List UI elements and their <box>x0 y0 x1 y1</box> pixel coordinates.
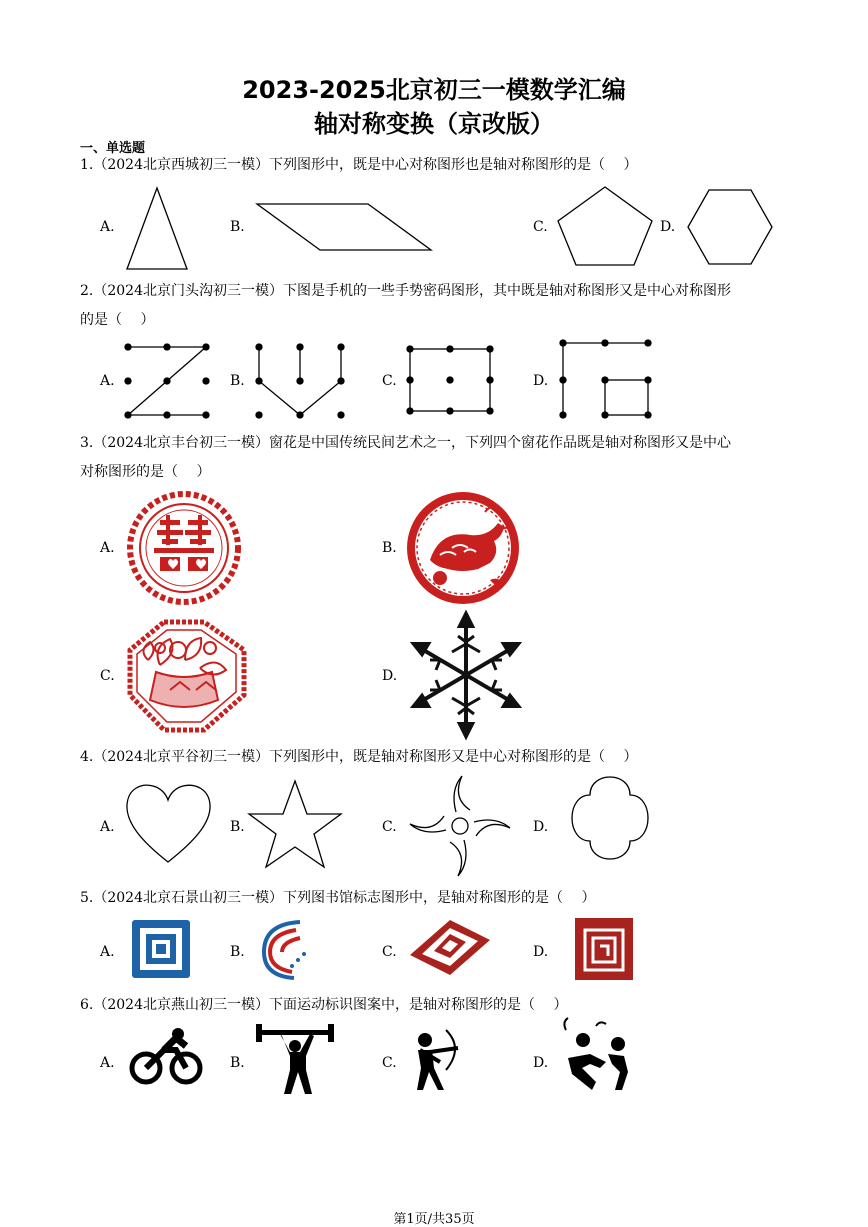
archery-icon <box>417 1030 458 1090</box>
question-4: 4.（2024北京平谷初三一模）下列图形中，既是轴对称图形又是中心对称图形的是（ ） <box>80 749 638 765</box>
q5-option-d[interactable]: D. <box>533 944 549 960</box>
q5-option-c[interactable]: C. <box>382 944 397 960</box>
q4-option-d[interactable]: D. <box>533 819 549 835</box>
q3-option-d[interactable]: D. <box>382 668 398 684</box>
question-2-cont: 的是（ ） <box>80 312 155 328</box>
cycling-icon <box>132 1028 200 1082</box>
q3-option-a[interactable]: A. <box>100 540 115 556</box>
q1-option-c[interactable]: C. <box>533 219 548 235</box>
q5-option-b[interactable]: B. <box>230 944 245 960</box>
q4-option-c[interactable]: C. <box>382 819 397 835</box>
q2-option-b[interactable]: B. <box>230 373 245 389</box>
q3-option-c[interactable]: C. <box>100 668 115 684</box>
q6-option-c[interactable]: C. <box>382 1055 397 1071</box>
q6-option-d[interactable]: D. <box>533 1055 549 1071</box>
title-line2: 轴对称变换（京改版） <box>314 110 554 138</box>
page-footer: 第1页/共35页 <box>393 1212 475 1227</box>
question-3-cont: 对称图形的是（ ） <box>80 464 211 480</box>
q2-option-d[interactable]: D. <box>533 373 549 389</box>
weightlifting-icon <box>256 1024 334 1094</box>
q2-option-c[interactable]: C. <box>382 373 397 389</box>
question-2: 2.（2024北京门头沟初三一模）下图是手机的一些手势密码图形，其中既是轴对称图形又是中心对称图形 <box>80 283 731 299</box>
q1-option-b[interactable]: B. <box>230 219 245 235</box>
q1-option-d[interactable]: D. <box>660 219 676 235</box>
question-5: 5.（2024北京石景山初三一模）下列图书馆标志图形中，是轴对称图形的是（ ） <box>80 890 596 906</box>
title-line1: 2023-2025北京初三一模数学汇编 <box>242 76 626 104</box>
q3-option-b[interactable]: B. <box>382 540 397 556</box>
question-1: 1.（2024北京西城初三一模）下列图形中，既是中心对称图形也是轴对称图形的是（ ） <box>80 157 638 173</box>
martial-arts-icon <box>564 1018 628 1090</box>
q4-option-a[interactable]: A. <box>100 819 115 835</box>
question-6: 6.（2024北京燕山初三一模）下面运动标识图案中，是轴对称图形的是（ ） <box>80 997 568 1013</box>
section-heading: 一、单选题 <box>80 141 146 156</box>
q4-option-b[interactable]: B. <box>230 819 245 835</box>
q6-option-a[interactable]: A. <box>100 1055 115 1071</box>
q2-option-a[interactable]: A. <box>100 373 115 389</box>
q6-option-b[interactable]: B. <box>230 1055 245 1071</box>
question-3: 3.（2024北京丰台初三一模）窗花是中国传统民间艺术之一，下列四个窗花作品既是轴对称图形又是中心 <box>80 435 731 451</box>
q5-option-a[interactable]: A. <box>100 944 115 960</box>
q1-option-a[interactable]: A. <box>100 219 115 235</box>
